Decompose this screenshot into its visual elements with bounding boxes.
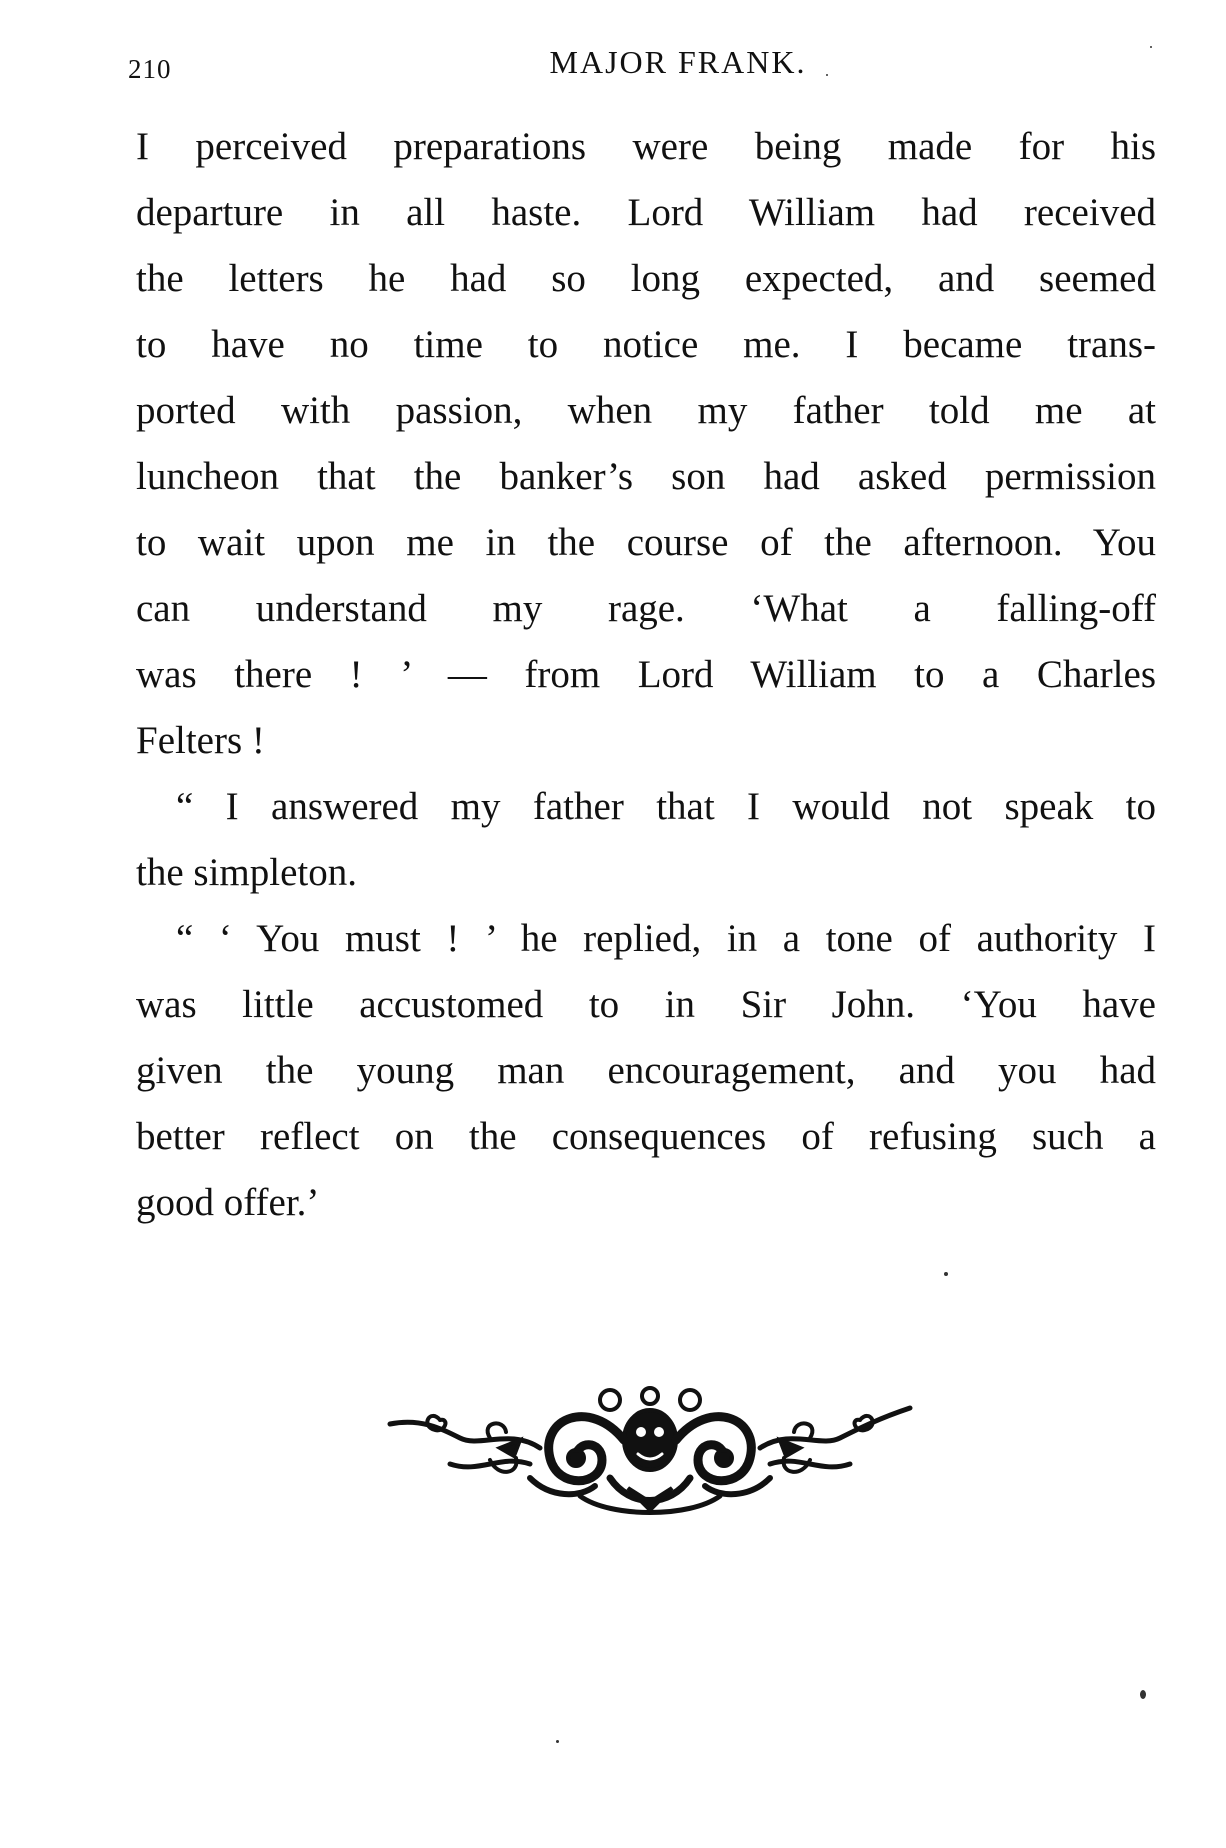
text-line: can understand my rage. ‘What a falling-off: [136, 587, 1156, 630]
running-title: MAJOR FRANK.: [549, 44, 807, 80]
running-head: [128, 44, 1158, 94]
text-line: departure in all haste. Lord William had received: [136, 191, 1156, 234]
text-line: the simpleton.: [136, 851, 357, 894]
body-text: [136, 114, 1156, 1236]
text-line: ported with passion, when my father told me at: [136, 389, 1156, 432]
text-line: better reflect on the consequences of refusing such a: [136, 1115, 1156, 1158]
text-line: I perceived preparations were being made for his: [136, 125, 1156, 168]
paper-speck: [826, 74, 828, 76]
text-line: the letters he had so long expected, and seemed: [136, 257, 1156, 300]
paper-speck: [1140, 1690, 1146, 1699]
text-line: was little accustomed to in Sir John. ‘You have: [136, 983, 1156, 1026]
paper-speck: [944, 1272, 948, 1276]
text-line: good offer.’: [136, 1181, 320, 1224]
text-line: “ ‘ You must ! ’ he replied, in a tone of authority I: [176, 917, 1156, 960]
text-line: given the young man encouragement, and you had: [136, 1049, 1156, 1092]
paper-speck: [1150, 46, 1152, 48]
page-number: 210: [128, 54, 172, 84]
paper-speck: [556, 1740, 559, 1743]
text-line: “ I answered my father that I would not speak to: [176, 785, 1156, 828]
text-line: was there ! ’ — from Lord William to a Charles: [136, 653, 1156, 696]
floral-tailpiece-icon: [380, 1378, 920, 1518]
text-line: to have no time to notice me. I became trans-: [136, 323, 1156, 366]
text-line: Felters !: [136, 719, 265, 762]
text-line: to wait upon me in the course of the afternoon. You: [136, 521, 1156, 564]
text-line: luncheon that the banker’s son had asked permission: [136, 455, 1156, 498]
